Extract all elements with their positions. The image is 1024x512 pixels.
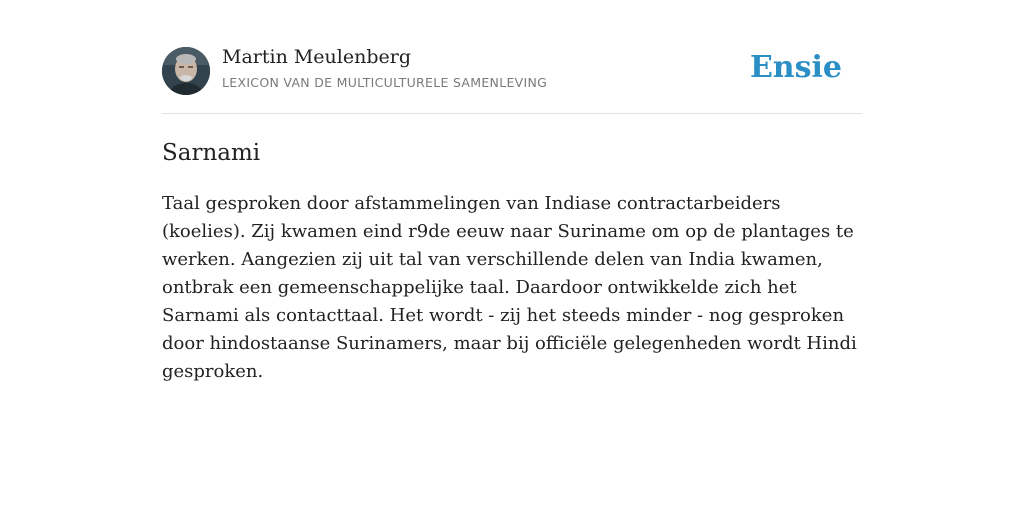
ensie-logo[interactable]: Ensie — [749, 50, 842, 85]
page-title: Sarnami — [162, 140, 261, 166]
author-avatar[interactable] — [162, 47, 210, 95]
article-body: Taal gesproken door afstammelingen van Indiase contractarbeiders (koelies). Zij kwamen eind r9de eeuw naar Suriname om op de plantages te werken. Aangezien zij uit tal van verschillende delen van India kwamen, ontbrak een gemeenschappelijke taal. Daardoor ontwikkelde zich het Sarnami als contacttaal. Het wordt - zij het steeds minder - nog gesproken door hindostaanse Surinamers, maar bij officiële gelegenheden wordt Hindi gesproken. — [162, 193, 857, 382]
article-header — [162, 0, 862, 114]
source-publication[interactable]: LEXICON VAN DE MULTICULTURELE SAMENLEVING — [222, 75, 548, 90]
author-name[interactable]: Martin Meulenberg — [222, 46, 411, 68]
article-card — [162, 0, 862, 386]
author-portrait-icon — [162, 47, 210, 95]
